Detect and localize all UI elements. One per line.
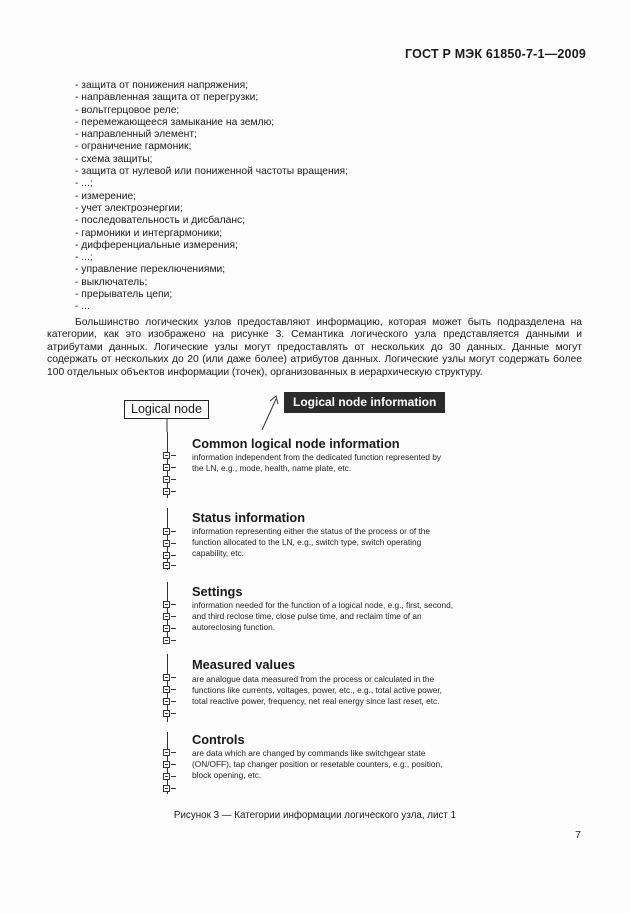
page-number: 7: [575, 829, 581, 841]
list-item: - схема защиты;: [75, 153, 153, 165]
section-title-measured: Measured values: [192, 657, 296, 672]
expand-node-icon[interactable]: [163, 674, 170, 681]
expand-node-icon[interactable]: [163, 552, 170, 559]
expand-node-icon[interactable]: [163, 613, 170, 620]
list-item: - ...;: [75, 178, 93, 190]
expand-node-icon[interactable]: [163, 476, 170, 483]
expand-node-icon[interactable]: [163, 528, 170, 535]
section-title-controls: Controls: [192, 732, 245, 747]
list-item: - защита от понижения напряжения;: [75, 80, 249, 91]
section-title-common: Common logical node information: [192, 436, 400, 451]
logical-node-box: Logical node: [124, 400, 209, 419]
list-item: - последовательность и дисбаланс;: [75, 215, 246, 227]
expand-node-icon[interactable]: [163, 464, 170, 471]
list-item: - направленный элемент;: [75, 129, 197, 141]
expand-node-icon[interactable]: [163, 637, 170, 644]
expand-node-icon[interactable]: [163, 488, 170, 495]
expand-node-icon[interactable]: [163, 540, 170, 547]
figure-caption: Рисунок 3 — Категории информации логического узла, лист 1: [173, 810, 457, 821]
expand-node-icon[interactable]: [163, 749, 170, 756]
list-item: - дифференциальные измерения;: [75, 239, 238, 251]
list-item: - прерыватель цепи;: [75, 289, 173, 301]
list-item: - ограничение гармоник;: [75, 141, 192, 153]
expand-node-icon[interactable]: [163, 785, 170, 792]
list-item: - управление переключениями;: [75, 264, 226, 276]
section-description-status: information representing either the status of the process or of the function allocated to the LN, e.g., switch type, switch operating capability, etc.: [192, 526, 430, 558]
expand-node-icon[interactable]: [163, 686, 170, 693]
expand-node-icon[interactable]: [163, 452, 170, 459]
list-item: - направленная защита от перегрузки;: [75, 92, 259, 104]
section-title-status: Status information: [192, 510, 306, 525]
logical-node-information-label: Logical node information: [284, 392, 445, 413]
list-item: - защита от нулевой или пониженной частоты вращения;: [75, 166, 348, 178]
expand-node-icon[interactable]: [163, 562, 170, 569]
protection-function-list: [75, 80, 575, 314]
section-description-common: information independent from the dedicated function represented by the LN, e.g., mode, health, name plate, etc.: [192, 452, 442, 473]
list-item: - ...: [75, 301, 90, 313]
section-title-settings: Settings: [192, 584, 243, 599]
expand-node-icon[interactable]: [163, 601, 170, 608]
list-item: - выключатель;: [75, 276, 148, 288]
expand-node-icon[interactable]: [163, 710, 170, 717]
list-item: - вольтгерцовое реле;: [75, 104, 180, 116]
list-item: - перемежающееся замыкание на землю;: [75, 116, 275, 128]
expand-node-icon[interactable]: [163, 625, 170, 632]
expand-node-icon[interactable]: [163, 761, 170, 768]
expand-node-icon[interactable]: [163, 698, 170, 705]
list-item: - ...;: [75, 252, 93, 264]
list-item: - измерение;: [75, 190, 137, 202]
list-item: - учет электроэнергии;: [75, 202, 183, 214]
document-header: ГОСТ Р МЭК 61850-7-1—2009: [405, 47, 586, 61]
expand-node-icon[interactable]: [163, 773, 170, 780]
tree-trunk: [167, 508, 168, 570]
section-description-controls: are data which are changed by commands like switchgear state (ON/OFF), tap changer position or resetable counters, e.g., position, block opening, etc.: [192, 748, 443, 780]
list-item: - гармоники и интергармоники;: [75, 227, 223, 239]
section-description-settings: information needed for the function of a logical node, e.g., first, second, and third reclose time, close pulse time, and reclaim time of an autoreclosing function.: [192, 600, 454, 632]
body-paragraph: Большинство логических узлов предоставляют информацию, которая может быть подразделена на категории, как это изображено на рисунке 3. Семантика логического узла представляется данными и атрибутами данных. Логические узлы могут предоставлять от нескольких до 30 данных. Данные могут содержать от нескольких до 20 (или даже более) атрибутов данных. Логические узлы могут содержать более 100 отдельных объектов информации (точек), организованных в иерархическую структуру.: [47, 317, 582, 378]
section-description-measured: are analogue data measured from the process or calculated in the functions like currents, voltages, power, etc., e.g., total active power, total reactive power, frequency, net real energy since last reset, etc.: [192, 674, 442, 706]
